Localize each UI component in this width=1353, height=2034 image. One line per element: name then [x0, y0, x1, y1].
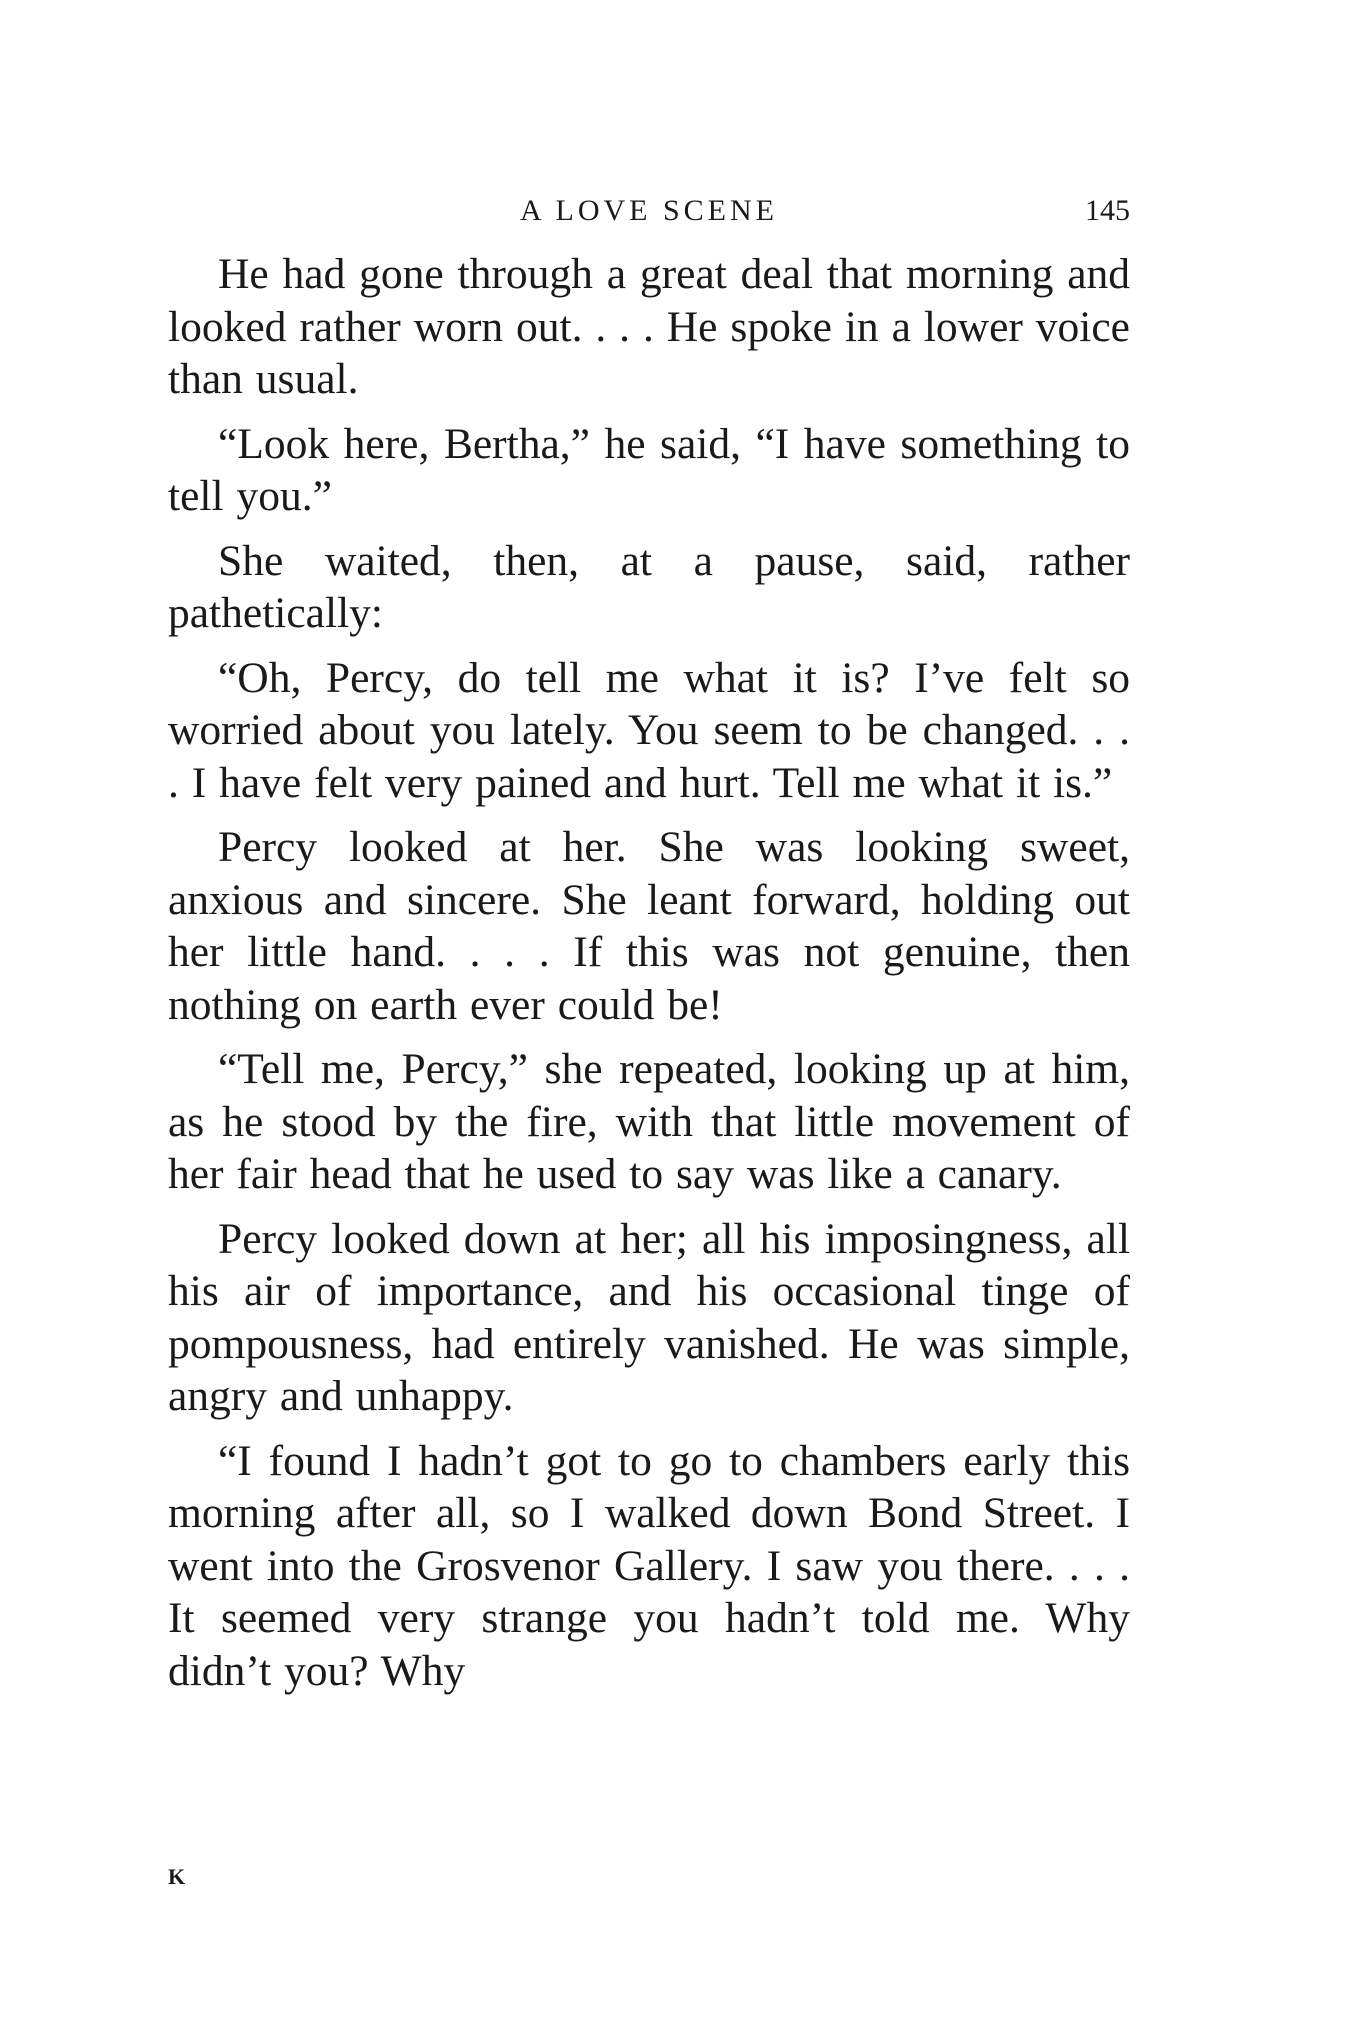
paragraph: Percy looked down at her; all his imposingness, all his air of importance, and his occasional tinge of pompousness, had entirely vanished. He was simple, angry and unhappy. [168, 1214, 1130, 1420]
running-title: A LOVE SCENE [520, 194, 778, 227]
running-head [168, 186, 1130, 236]
paragraph: “Tell me, Percy,” she repeated, looking up at him, as he stood by the fire, with that little movement of her fair head that he used to say was like a canary. [168, 1045, 1130, 1198]
paragraph: “I found I hadn’t got to go to chambers early this morning after all, so I walked down Bond Street. I went into the Grosvenor Gallery. I saw you there. . . . It seemed very strange you hadn’t told me. Why didn’t you? Why [168, 1436, 1130, 1695]
paragraph: “Oh, Percy, do tell me what it is? I’ve felt so worried about you lately. You seem to be changed. . . . I have felt very pained and hurt. Tell me what it is.” [168, 653, 1130, 807]
paragraph: “Look here, Bertha,” he said, “I have something to tell you.” [168, 419, 1130, 520]
page-number: 145 [1085, 194, 1130, 227]
paragraph: She waited, then, at a pause, said, rather pathetically: [168, 536, 1130, 637]
body-text [168, 248, 1130, 1709]
signature-mark: K [168, 1864, 187, 1889]
paragraph: Percy looked at her. She was looking sweet, anxious and sincere. She leant forward, holding out her little hand. . . . If this was not genuine, then nothing on earth ever could be! [168, 823, 1130, 1029]
paragraph: He had gone through a great deal that morning and looked rather worn out. . . . He spoke in a lower voice than usual. [168, 250, 1130, 403]
